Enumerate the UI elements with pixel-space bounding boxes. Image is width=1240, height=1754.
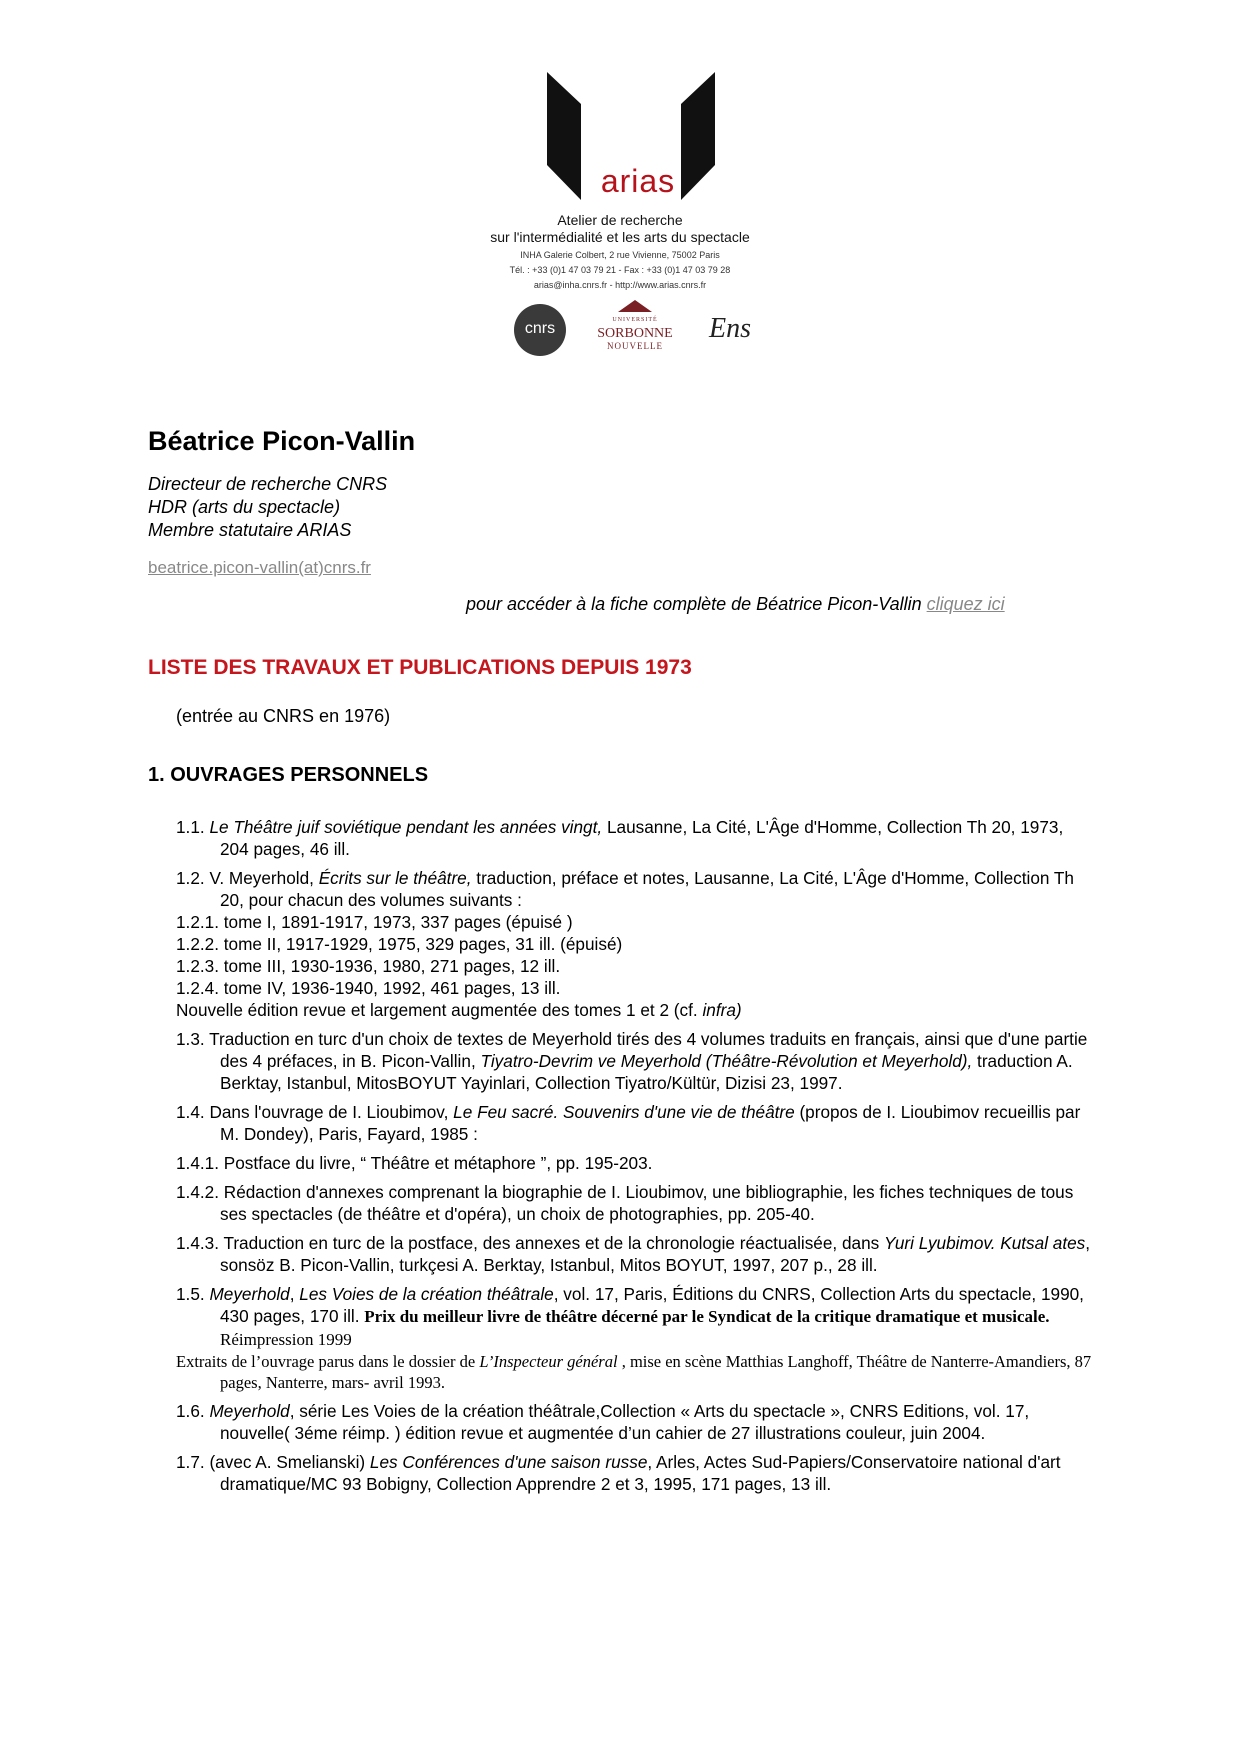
entry-number: 1.1. bbox=[176, 817, 205, 837]
entry-title-2: Les Voies de la création théâtrale bbox=[299, 1284, 554, 1304]
entry-details: , série Les Voies de la création théâtrale,Collection « Arts du spectacle », CNRS Editions, vol. 17, nouvelle( 3éme réimp. ) édition revue et augmentée d’un cahier de 27 illustrations couleur, juin 2004. bbox=[220, 1401, 1030, 1443]
entry-details: traduction A. Berktay, Istanbul, MitosBOYUT Yayinlari, Collection Tiyatro/Kültür, Dizisi 23, 1997. bbox=[220, 1051, 1073, 1093]
entry-details: traduction, préface et notes, Lausanne, La Cité, L'Âge d'Homme, Collection Th 20, pour chacun des volumes suivants : bbox=[220, 868, 1074, 910]
entry-number: 1.6. bbox=[176, 1401, 205, 1421]
sorbonne-emblem bbox=[618, 300, 652, 312]
sorbonne-logo-sub: NOUVELLE bbox=[607, 341, 663, 351]
entry-prefix: 1.2. V. Meyerhold, bbox=[176, 868, 319, 888]
logo-left-bar bbox=[547, 72, 581, 200]
entry-number: 1.5. bbox=[176, 1284, 205, 1304]
arias-logo-block bbox=[0, 0, 1240, 380]
entry-1-4-2: 1.4.2. Rédaction d'annexes comprenant la biographie de I. Lioubimov, une bibliographie, les fiches techniques de tous ses spectacles (de théâtre et d'opéra), un choix de photographies, pp. 205-40. bbox=[176, 1182, 1074, 1224]
entry-prefix: 1.7. (avec A. Smelianski) bbox=[176, 1452, 370, 1472]
entry-1-4-1: 1.4.1. Postface du livre, “ Théâtre et métaphore ”, pp. 195-203. bbox=[176, 1153, 653, 1173]
entry-title: Yuri Lyubimov. Kutsal ates bbox=[884, 1233, 1086, 1253]
cnrs-entry-note: (entrée au CNRS en 1976) bbox=[176, 706, 391, 726]
person-title-2: HDR (arts du spectacle) bbox=[148, 497, 341, 517]
cnrs-logo-text: cnrs bbox=[524, 320, 556, 337]
person-name: Béatrice Picon-Vallin bbox=[148, 426, 416, 456]
entry-1-7 bbox=[176, 1451, 1096, 1495]
logo-web: arias@inha.cnrs.fr - http://www.arias.cnrs.fr bbox=[533, 280, 707, 290]
sorbonne-logo-top: UNIVERSITÉ bbox=[612, 317, 658, 323]
entry-1-2 bbox=[176, 867, 1096, 1021]
entry-1-2-2: 1.2.2. tome II, 1917-1929, 1975, 329 pages, 31 ill. (épuisé) bbox=[176, 934, 623, 954]
new-edition-text: Nouvelle édition revue et largement augmentée des tomes 1 et 2 (cf. bbox=[176, 1000, 703, 1020]
email-link[interactable]: beatrice.picon-vallin(at)cnrs.fr bbox=[148, 558, 371, 577]
entry-1-3 bbox=[176, 1028, 1096, 1094]
entry-1-6 bbox=[176, 1400, 1096, 1444]
fiche-line bbox=[466, 594, 1005, 615]
entry-title: Le Théâtre juif soviétique pendant les années vingt, bbox=[209, 817, 603, 837]
entry-1-2-1: 1.2.1. tome I, 1891-1917, 1973, 337 pages (épuisé ) bbox=[176, 912, 573, 932]
entry-1-4-3 bbox=[176, 1232, 1096, 1276]
entry-title: Le Feu sacré. Souvenirs d'une vie de théâtre bbox=[453, 1102, 795, 1122]
entry-1-2-3: 1.2.3. tome III, 1930-1936, 1980, 271 pages, 12 ill. bbox=[176, 956, 561, 976]
extract-title: L’Inspecteur général bbox=[479, 1352, 618, 1371]
entry-1-2-4: 1.2.4. tome IV, 1936-1940, 1992, 461 pages, 13 ill. bbox=[176, 978, 561, 998]
entry-title: Écrits sur le théâtre, bbox=[318, 868, 472, 888]
logo-phone: Tél. : +33 (0)1 47 03 79 21 - Fax : +33 (0)1 47 03 79 28 bbox=[509, 265, 731, 275]
entry-details: , Arles, Actes Sud-Papiers/Conservatoire national d'art dramatique/MC 93 Bobigny, Collection Apprendre 2 et 3, 1995, 171 pages, 13 ill. bbox=[220, 1452, 1061, 1494]
section-heading-ouvrages: 1. OUVRAGES PERSONNELS bbox=[148, 764, 429, 786]
entry-prefix: 1.4. Dans l'ouvrage de I. Lioubimov, bbox=[176, 1102, 454, 1122]
entry-prefix: 1.4.3. Traduction en turc de la postface, des annexes et de la chronologie réactualisée, dans bbox=[176, 1233, 885, 1253]
entry-title: Tiyatro-Devrim ve Meyerhold (Théâtre-Révolution et Meyerhold), bbox=[480, 1051, 973, 1071]
logo-tagline-2: sur l'intermédialité et les arts du spectacle bbox=[490, 229, 750, 245]
entry-title: Meyerhold bbox=[209, 1401, 290, 1421]
publications-heading: LISTE DES TRAVAUX ET PUBLICATIONS DEPUIS 1973 bbox=[148, 656, 692, 679]
entry-prize: Prix du meilleur livre de théâtre décerné par le Syndicat de la critique dramatique et musicale. bbox=[364, 1307, 1050, 1326]
entry-title: Meyerhold bbox=[209, 1284, 290, 1304]
new-edition-infra: infra) bbox=[702, 1000, 742, 1020]
entry-details: Lausanne, La Cité, L'Âge d'Homme, Collection Th 20, 1973, 204 pages, 46 ill. bbox=[220, 817, 1064, 859]
ens-logo-text: Ens bbox=[709, 313, 751, 344]
fiche-text: pour accéder à la fiche complète de Béatrice Picon-Vallin bbox=[466, 594, 922, 614]
entry-1-5 bbox=[176, 1283, 1096, 1393]
entry-1-1 bbox=[176, 816, 1096, 860]
publication-list bbox=[176, 816, 1096, 1502]
arias-wordmark: arias bbox=[600, 163, 676, 199]
logo-address: INHA Galerie Colbert, 2 rue Vivienne, 75002 Paris bbox=[520, 250, 720, 260]
entry-prefix: 1.3. Traduction en turc d'un choix de textes de Meyerhold tirés des 4 volumes traduits en français, ainsi que d'une partie des 4 préfaces, in B. Picon-Vallin, bbox=[176, 1029, 1088, 1071]
entry-details: (propos de I. Lioubimov recueillis par M. Dondey), Paris, Fayard, 1985 : bbox=[220, 1102, 1081, 1144]
entry-reprint: Réimpression 1999 bbox=[220, 1330, 352, 1349]
entry-details: , sonsöz B. Picon-Vallin, turkçesi A. Berktay, Istanbul, Mitos BOYUT, 1997, 207 p., 28 ill. bbox=[220, 1233, 1091, 1275]
entry-details: , vol. 17, Paris, Éditions du CNRS, Collection Arts du spectacle, 1990, 430 pages, 170 ill. bbox=[220, 1284, 1084, 1326]
entry-1-2-new-edition bbox=[176, 999, 1096, 1021]
entry-1-4 bbox=[176, 1101, 1096, 1145]
extract-text: Extraits de l’ouvrage parus dans le dossier de bbox=[176, 1352, 480, 1371]
entry-extract bbox=[176, 1351, 1096, 1393]
person-title-3: Membre statutaire ARIAS bbox=[148, 520, 352, 540]
entry-title: Les Conférences d'une saison russe bbox=[369, 1452, 648, 1472]
fiche-link[interactable]: cliquez ici bbox=[926, 594, 1005, 614]
person-title-1: Directeur de recherche CNRS bbox=[148, 474, 388, 494]
sorbonne-logo-text: SORBONNE bbox=[597, 326, 673, 341]
entry-title-sep: , bbox=[289, 1284, 300, 1304]
logo-tagline-1: Atelier de recherche bbox=[557, 212, 683, 228]
extract-details: , mise en scène Matthias Langhoff, Théâtre de Nanterre-Amandiers, 87 pages, Nanterre, mars- avril 1993. bbox=[220, 1352, 1092, 1392]
